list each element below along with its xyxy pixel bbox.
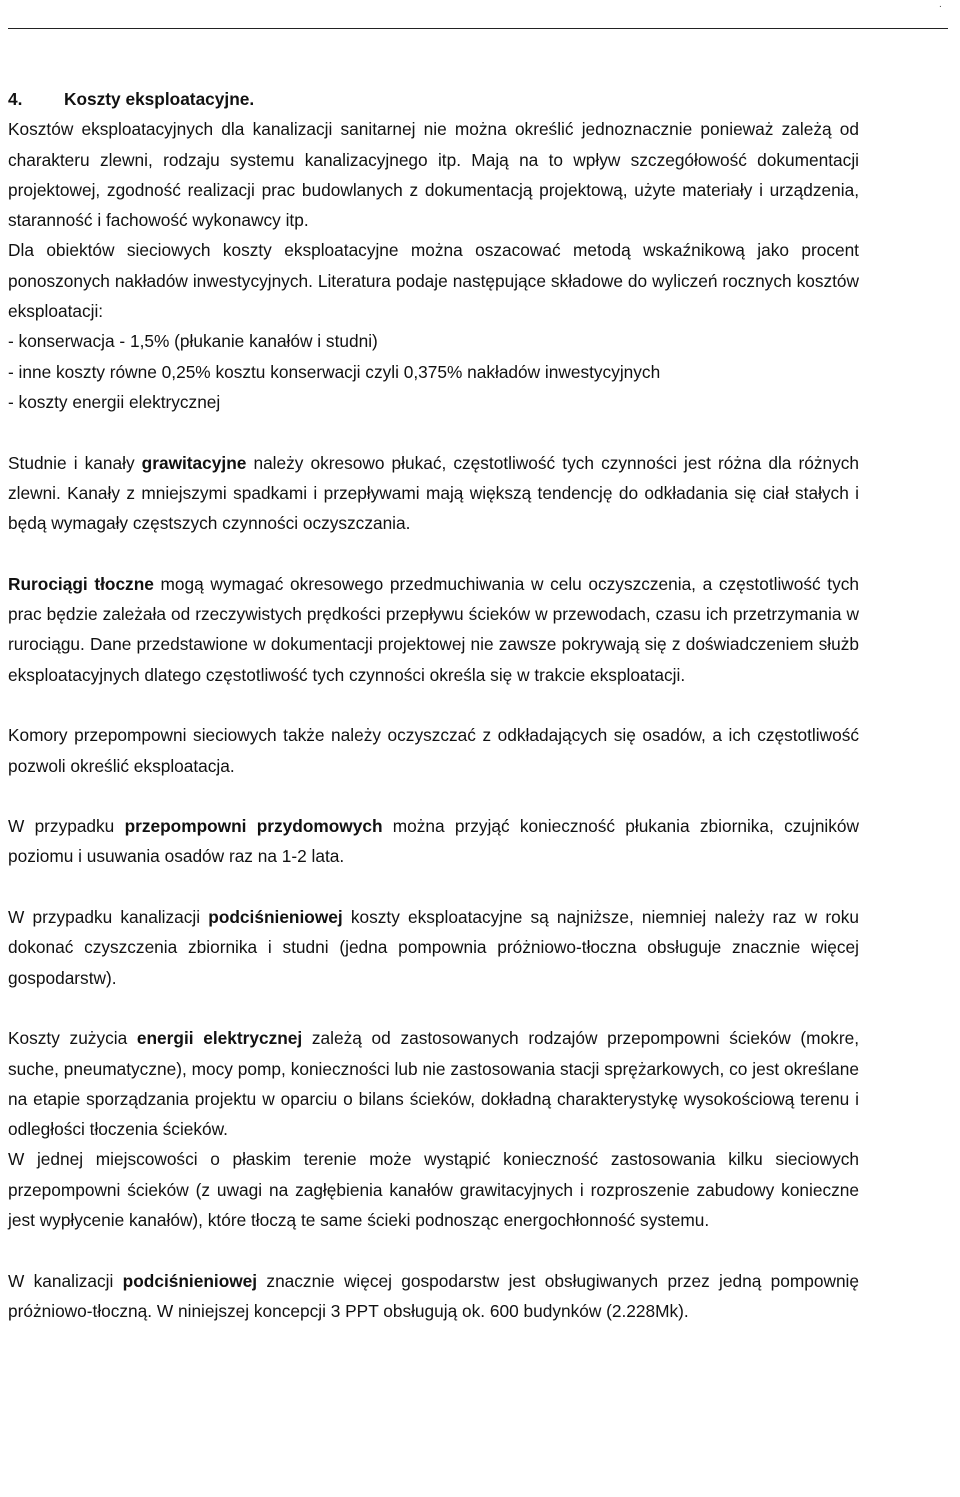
- paragraph-vacuum-ppt: [8, 1266, 859, 1327]
- cost-components-list: [8, 326, 859, 417]
- list-item: - konserwacja - 1,5% (płukanie kanałów i studni): [8, 331, 378, 352]
- section-heading: [8, 84, 859, 114]
- bold-term: energii elektrycznej: [136, 1028, 303, 1049]
- text-run: W przypadku: [8, 816, 125, 837]
- paragraph-intro: Kosztów eksploatacyjnych dla kanalizacji sanitarnej nie można określić jednoznacznie ponieważ zależą od charakteru zlewni, rodzaju systemu kanalizacyjnego itp. Mają na to wpływ szczegółowość dokumentacji projektowej, zgodność realizacji prac budowlanych z dokumentacją projektową, użyte materiały i urządzenia, staranność i fachowość wykonawcy itp.: [8, 119, 859, 231]
- paragraph-gravity: [8, 448, 859, 539]
- paragraph-pressure-pipelines: [8, 569, 859, 690]
- top-mark: .: [939, 0, 942, 10]
- text-run: koszty eksploatacyjne są najniższe, niemniej należy raz w roku dokonać czyszczenia zbiornika i studni (jedna pompownia próżniowo-tłoczna obsługuje znacznie więcej gospodarstw).: [8, 907, 859, 988]
- text-run: znacznie więcej gospodarstw jest obsługiwanych przez jedną pompownię próżniowo-tłoczną. W niniejszej koncepcji 3 PPT obsługują ok. 600 budynków (2.228Mk).: [8, 1270, 860, 1321]
- bold-term: podciśnieniowej: [122, 1270, 258, 1291]
- document-body: [8, 84, 859, 1326]
- paragraph-household-pumps: [8, 811, 859, 872]
- text-run: Koszty zużycia: [8, 1028, 137, 1049]
- paragraph-vacuum-costs: [8, 902, 859, 993]
- header-rule: [8, 28, 948, 29]
- section-title: Koszty eksploatacyjne.: [64, 89, 255, 109]
- list-item: - inne koszty równe 0,25% kosztu konserwacji czyli 0,375% nakładów inwestycyjnych: [8, 361, 661, 382]
- paragraph-flat-terrain: W jednej miejscowości o płaskim terenie może wystąpić konieczność zastosowania kilku sieciowych przepompowni ścieków (z uwagi na zagłębienia kanałów grawitacyjnych i rozproszenie zabudowy konieczne jest wypłycenie kanałów), które tłoczą te same ścieki podnosząc energochłonność systemu.: [8, 1149, 859, 1230]
- bold-term: przepompowni przydomowych: [124, 816, 383, 837]
- text-run: można przyjąć konieczność płukania zbiornika, czujników poziomu i usuwania osadów raz na 1-2 lata.: [8, 816, 859, 867]
- text-run: mogą wymagać okresowego przedmuchiwania w celu oczyszczenia, a częstotliwość tych prac będzie zależała od rzeczywistych prędkości przepływu ścieków w przewodach, czasu ich przetrzymania w rurociągu. Dane przedstawione w dokumentacji projektowej nie zawsze pokrywają się z doświadczeniem służb eksploatacyjnych dlatego częstotliwość tych czynności określa się w trakcie eksploatacji.: [8, 573, 859, 685]
- text-run: Studnie i kanały: [8, 452, 142, 473]
- paragraph-pump-chambers: Komory przepompowni sieciowych także należy oczyszczać z odkładających się osadów, a ich częstotliwość pozwoli określić eksploatacja.: [8, 725, 859, 776]
- bold-term: Rurociągi tłoczne: [8, 573, 154, 594]
- section-number: 4.: [8, 89, 23, 109]
- bold-term: podciśnieniowej: [208, 907, 343, 928]
- text-run: W przypadku kanalizacji: [8, 907, 209, 928]
- bold-term: grawitacyjne: [141, 452, 247, 473]
- list-item: - koszty energii elektrycznej: [8, 391, 221, 412]
- text-run: zależą od zastosowanych rodzajów przepompowni ścieków (mokre, suche, pneumatyczne), mocy pomp, konieczności lub nie zastosowania stacji sprężarkowych, co jest określane na etapie sporządzania projektu w oparciu o bilans ścieków, dokładną charakterystykę wysokościową terenu i odległości tłoczenia ścieków.: [8, 1028, 859, 1140]
- text-run: należy okresowo płukać, częstotliwość tych czynności jest różna dla różnych zlewni. Kanały z mniejszymi spadkami i przepływami mają większą tendencję do odkładania się ciał stałych i będą wymagały częstszych czynności oczyszczania.: [8, 452, 859, 534]
- text-run: W kanalizacji: [8, 1270, 123, 1291]
- paragraph-indicator-method: Dla obiektów sieciowych koszty eksploatacyjne można oszacować metodą wskaźnikową jako procent ponoszonych nakładów inwestycyjnych. Literatura podaje następujące składowe do wyliczeń rocznych kosztów eksploatacji:: [8, 240, 859, 322]
- paragraph-energy: [8, 1023, 859, 1144]
